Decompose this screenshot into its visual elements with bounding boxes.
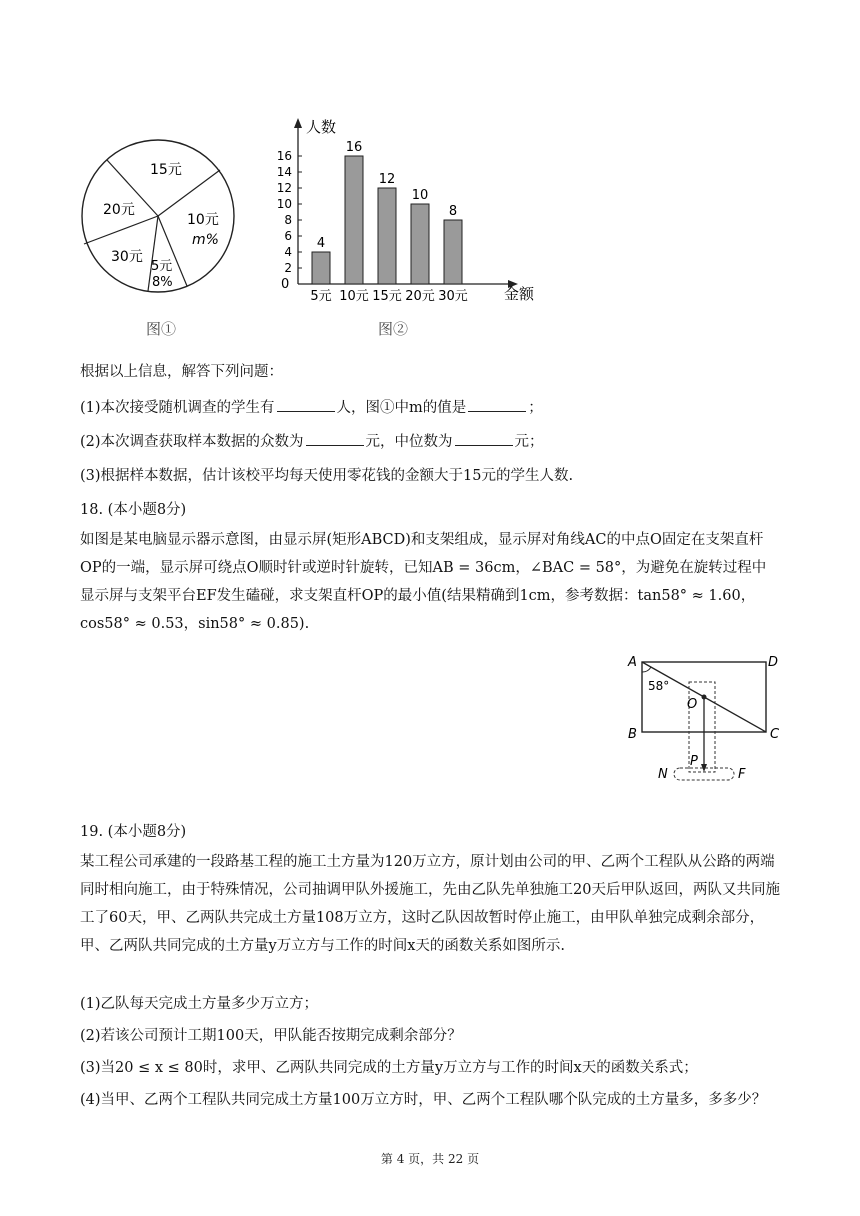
bar (444, 220, 462, 284)
pie-label-10: 10元 (187, 212, 219, 228)
x-tick-label: 15元 (372, 289, 402, 304)
y-tick-label: 16 (276, 149, 292, 163)
q17-p1-text: (1)本次接受随机调查的学生有 (80, 400, 275, 416)
angle-arc (642, 667, 651, 672)
pie-label-5: 5元 (151, 259, 173, 274)
q19-title: 19. (本小题8分) (80, 824, 187, 840)
y-tick-label: 6 (284, 229, 292, 243)
y-tick-label: 8 (284, 213, 292, 227)
pie-label-15: 15元 (150, 162, 182, 178)
x-axis-label: 金额 (504, 285, 535, 303)
y-tick-label: 10 (276, 197, 292, 211)
y-tick-label: 14 (276, 165, 292, 179)
x-tick-label: 30元 (438, 289, 468, 304)
answer-blank[interactable] (455, 431, 513, 446)
page-footer: 第 4 页，共 22 页 (380, 1152, 480, 1166)
label-f: F (738, 767, 746, 782)
x-tick-label: 5元 (310, 289, 332, 304)
origin-label: 0 (281, 277, 290, 292)
q17-p2-text2: 元，中位数为 (365, 434, 453, 450)
pie-divider (84, 216, 158, 244)
figure2-caption: 图② (378, 320, 409, 338)
q17-part2 (80, 430, 544, 451)
point-o (702, 695, 707, 700)
label-o: O (687, 697, 698, 712)
figure1-caption: 图① (146, 320, 177, 338)
label-d: D (768, 655, 779, 670)
pie-pct-5: 8% (152, 275, 173, 290)
bar-chart-figure (268, 112, 548, 308)
y-tick-label: 4 (284, 245, 292, 259)
x-tick-label: 20元 (405, 289, 435, 304)
label-a: A (628, 655, 637, 670)
y-tick-label: 2 (284, 261, 292, 275)
q19-part1: (1)乙队每天完成土方量多少万立方； (80, 996, 319, 1012)
x-tick-label: 10元 (339, 289, 369, 304)
q19-body: 某工程公司承建的一段路基工程的施工土方量为120万立方，原计划由公司的甲、乙两个工程队从公路的两端同时相向施工，由于特殊情况，公司抽调甲队外援施工，先由乙队先单独施工20天后甲队返回，两队又共同施工了60天，甲、乙两队共完成土方量108万立方，这时乙队因故暂时停止施工，由甲队单独完成剩余部分，甲、乙两队共同完成的土方量y万立方与工作的时间x天的函数关系如图所示. (80, 854, 780, 954)
q17-part3: (3)根据样本数据，估计该校平均每天使用零花钱的金额大于15元的学生人数. (80, 468, 574, 484)
q18-body: 如图是某电脑显示器示意图，由显示屏(矩形ABCD)和支架组成，显示屏对角线AC的中点O固定在支架直杆OP的一端，显示屏可绕点O顺时针或逆时针旋转，已知AB = 36cm，∠BAC = 58°，为避免在旋转过程中显示屏与支架平台EF发生磕碰，求支架直杆OP的最小值(结果精确到1cm，参考数据：tan58° ≈ 1.60，cos58° ≈ 0.53，sin58° ≈ 0.85). (80, 532, 767, 632)
monitor-diagram (620, 650, 790, 788)
q19-part2: (2)若该公司预计工期100天，甲队能否按期完成剩余部分？ (80, 1028, 462, 1044)
bar-value-label: 16 (345, 140, 363, 155)
label-n: N (658, 767, 668, 782)
pie-label-30: 30元 (111, 249, 143, 265)
bar (345, 156, 363, 284)
label-b: B (628, 727, 637, 742)
pie-label-20: 20元 (103, 202, 135, 218)
bar-value-label: 10 (411, 188, 429, 203)
label-p: P (690, 754, 698, 769)
bar (411, 204, 429, 284)
answer-blank[interactable] (468, 397, 526, 412)
q17-p1-text3: ； (528, 400, 543, 416)
y-axis-arrow (294, 118, 302, 128)
label-angle: 58° (648, 679, 670, 693)
q17-part1 (80, 396, 543, 417)
pie-pct-10: m% (192, 232, 219, 248)
bar-value-label: 12 (378, 172, 396, 187)
q17-p1-text2: 人，图①中m的值是 (336, 400, 467, 416)
q18-title: 18. (本小题8分) (80, 502, 187, 518)
q17-p2-text3: 元； (514, 434, 544, 450)
q17-p2-text: (2)本次调查获取样本数据的众数为 (80, 434, 304, 450)
bar-value-label: 4 (316, 236, 326, 251)
q19-part4: (4)当甲、乙两个工程队共同完成土方量100万立方时，甲、乙两个工程队哪个队完成的土方量多，多多少？ (80, 1092, 767, 1108)
bar (378, 188, 396, 284)
q17-intro: 根据以上信息，解答下列问题： (80, 364, 283, 380)
answer-blank[interactable] (306, 431, 364, 446)
label-c: C (770, 727, 780, 742)
y-axis-label: 人数 (306, 118, 337, 136)
bar-value-label: 8 (448, 204, 458, 219)
y-tick-label: 12 (276, 181, 292, 195)
answer-blank[interactable] (277, 397, 335, 412)
bar (312, 252, 330, 284)
q19-part3: (3)当20 ≤ x ≤ 80时，求甲、乙两队共同完成的土方量y万立方与工作的时间x天的函数关系式； (80, 1060, 698, 1076)
pie-chart-figure (78, 138, 244, 298)
